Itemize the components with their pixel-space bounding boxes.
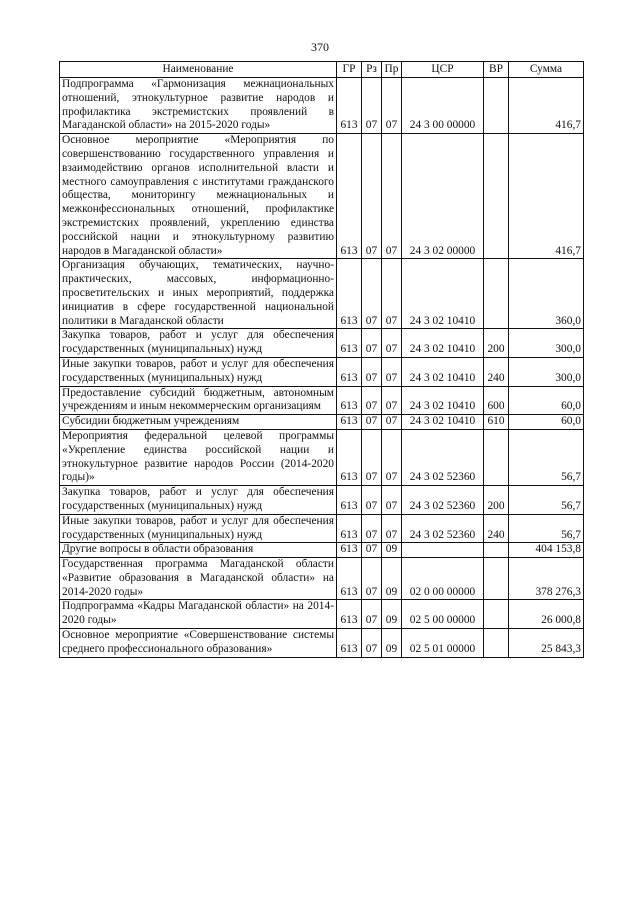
row-name-cell: Закупка товаров, работ и услуг для обеспечения государственных (муниципальных) нужд xyxy=(60,329,337,358)
row-pr-cell: 07 xyxy=(382,415,402,430)
row-name-cell: Основное мероприятие «Совершенствование системы среднего профессионального образования» xyxy=(60,629,337,658)
row-sum-cell: 416,7 xyxy=(509,78,584,134)
row-vr-cell: 200 xyxy=(484,329,509,358)
row-rz-cell: 07 xyxy=(362,558,382,600)
table-row xyxy=(60,486,584,515)
row-rz-cell: 07 xyxy=(362,78,382,134)
row-csr-cell: 24 3 02 00000 xyxy=(402,134,484,259)
row-rz-cell: 07 xyxy=(362,386,382,415)
row-sum-cell: 56,7 xyxy=(509,514,584,543)
row-name-cell: Подпрограмма «Гармонизация межнациональных отношений, этнокультурное развитие народов и профилактика экстремистских проявлений в Магаданской области» на 2015-2020 годы» xyxy=(60,78,337,134)
row-gr-cell: 613 xyxy=(337,357,362,386)
row-sum-cell: 60,0 xyxy=(509,415,584,430)
row-pr-cell: 09 xyxy=(382,558,402,600)
row-sum-cell: 26 000,8 xyxy=(509,600,584,629)
table-row xyxy=(60,329,584,358)
row-name-cell: Закупка товаров, работ и услуг для обеспечения государственных (муниципальных) нужд xyxy=(60,486,337,515)
row-sum-cell: 25 843,3 xyxy=(509,629,584,658)
row-gr-cell: 613 xyxy=(337,600,362,629)
row-vr-cell: 610 xyxy=(484,415,509,430)
row-csr-cell: 02 0 00 00000 xyxy=(402,558,484,600)
row-gr-cell: 613 xyxy=(337,429,362,485)
row-vr-cell: 240 xyxy=(484,514,509,543)
row-name-cell: Государственная программа Магаданской области «Развитие образования в Магаданской области» на 2014-2020 годы» xyxy=(60,558,337,600)
row-gr-cell: 613 xyxy=(337,514,362,543)
row-rz-cell: 07 xyxy=(362,259,382,329)
row-gr-cell: 613 xyxy=(337,543,362,558)
row-pr-cell: 09 xyxy=(382,629,402,658)
row-name-cell: Основное мероприятие «Мероприятия по совершенствованию государственного управления и взаимодействию органов исполнительной власти и местного самоуправления с институтами гражданского общества, мониторингу межнациональных и межконфессиональных отношений, профилактике экстремистских проявлений, укреплению единства российской нации и этнокультурному развитию народов в Магаданской области» xyxy=(60,134,337,259)
row-pr-cell: 07 xyxy=(382,259,402,329)
header-name: Наименование xyxy=(60,62,337,78)
row-name-cell: Другие вопросы в области образования xyxy=(60,543,337,558)
row-pr-cell: 07 xyxy=(382,429,402,485)
row-rz-cell: 07 xyxy=(362,415,382,430)
row-gr-cell: 613 xyxy=(337,486,362,515)
header-sum: Сумма xyxy=(509,62,584,78)
row-gr-cell: 613 xyxy=(337,558,362,600)
table-row xyxy=(60,514,584,543)
row-rz-cell: 07 xyxy=(362,629,382,658)
table-row xyxy=(60,415,584,430)
row-csr-cell: 02 5 01 00000 xyxy=(402,629,484,658)
row-csr-cell xyxy=(402,543,484,558)
row-csr-cell: 24 3 00 00000 xyxy=(402,78,484,134)
row-csr-cell: 24 3 02 10410 xyxy=(402,357,484,386)
row-vr-cell xyxy=(484,134,509,259)
row-rz-cell: 07 xyxy=(362,134,382,259)
table-row xyxy=(60,629,584,658)
table-row xyxy=(60,259,584,329)
row-name-cell: Подпрограмма «Кадры Магаданской области» на 2014-2020 годы» xyxy=(60,600,337,629)
row-gr-cell: 613 xyxy=(337,415,362,430)
row-sum-cell: 56,7 xyxy=(509,429,584,485)
row-sum-cell: 300,0 xyxy=(509,329,584,358)
row-gr-cell: 613 xyxy=(337,329,362,358)
row-pr-cell: 07 xyxy=(382,486,402,515)
page-number: 370 xyxy=(311,40,329,54)
table-row xyxy=(60,386,584,415)
row-pr-cell: 07 xyxy=(382,514,402,543)
row-vr-cell: 240 xyxy=(484,357,509,386)
row-rz-cell: 07 xyxy=(362,543,382,558)
table-header-row xyxy=(60,62,584,78)
row-csr-cell: 24 3 02 52360 xyxy=(402,429,484,485)
row-vr-cell xyxy=(484,78,509,134)
row-rz-cell: 07 xyxy=(362,357,382,386)
row-vr-cell xyxy=(484,629,509,658)
row-csr-cell: 24 3 02 10410 xyxy=(402,415,484,430)
row-vr-cell: 200 xyxy=(484,486,509,515)
row-rz-cell: 07 xyxy=(362,514,382,543)
row-name-cell: Иные закупки товаров, работ и услуг для обеспечения государственных (муниципальных) нужд xyxy=(60,357,337,386)
row-pr-cell: 09 xyxy=(382,600,402,629)
row-gr-cell: 613 xyxy=(337,629,362,658)
table-row xyxy=(60,134,584,259)
row-sum-cell: 56,7 xyxy=(509,486,584,515)
header-gr: ГР xyxy=(337,62,362,78)
row-vr-cell xyxy=(484,259,509,329)
row-pr-cell: 07 xyxy=(382,134,402,259)
row-rz-cell: 07 xyxy=(362,429,382,485)
row-gr-cell: 613 xyxy=(337,78,362,134)
row-pr-cell: 07 xyxy=(382,78,402,134)
row-vr-cell xyxy=(484,543,509,558)
row-name-cell: Мероприятия федеральной целевой программы «Укрепление единства российской нации и этнокультурное развитие народов России (2014-2020 годы)» xyxy=(60,429,337,485)
row-pr-cell: 09 xyxy=(382,543,402,558)
row-csr-cell: 24 3 02 10410 xyxy=(402,386,484,415)
row-gr-cell: 613 xyxy=(337,259,362,329)
header-pr: Пр xyxy=(382,62,402,78)
row-pr-cell: 07 xyxy=(382,386,402,415)
row-csr-cell: 24 3 02 10410 xyxy=(402,329,484,358)
row-vr-cell xyxy=(484,429,509,485)
header-vr: ВР xyxy=(484,62,509,78)
row-vr-cell: 600 xyxy=(484,386,509,415)
table-row xyxy=(60,543,584,558)
table-body xyxy=(60,78,584,658)
row-sum-cell: 378 276,3 xyxy=(509,558,584,600)
row-rz-cell: 07 xyxy=(362,486,382,515)
row-sum-cell: 360,0 xyxy=(509,259,584,329)
row-rz-cell: 07 xyxy=(362,600,382,629)
row-sum-cell: 416,7 xyxy=(509,134,584,259)
row-sum-cell: 300,0 xyxy=(509,357,584,386)
table-row xyxy=(60,429,584,485)
row-csr-cell: 24 3 02 52360 xyxy=(402,514,484,543)
row-name-cell: Предоставление субсидий бюджетным, автономным учреждениям и иным некоммерческим организациям xyxy=(60,386,337,415)
row-name-cell: Организация обучающих, тематических, научно-практических, массовых, информационно-просветительских и иных мероприятий, поддержка инициатив в сфере государственной национальной политики в Магаданской области xyxy=(60,259,337,329)
table-row xyxy=(60,600,584,629)
row-csr-cell: 24 3 02 10410 xyxy=(402,259,484,329)
row-csr-cell: 24 3 02 52360 xyxy=(402,486,484,515)
budget-table xyxy=(59,61,584,658)
row-rz-cell: 07 xyxy=(362,329,382,358)
table-row xyxy=(60,78,584,134)
row-vr-cell xyxy=(484,558,509,600)
row-vr-cell xyxy=(484,600,509,629)
row-name-cell: Субсидии бюджетным учреждениям xyxy=(60,415,337,430)
header-rz: Рз xyxy=(362,62,382,78)
row-gr-cell: 613 xyxy=(337,134,362,259)
header-csr: ЦСР xyxy=(402,62,484,78)
row-name-cell: Иные закупки товаров, работ и услуг для обеспечения государственных (муниципальных) нужд xyxy=(60,514,337,543)
row-sum-cell: 404 153,8 xyxy=(509,543,584,558)
row-csr-cell: 02 5 00 00000 xyxy=(402,600,484,629)
table-row xyxy=(60,558,584,600)
row-sum-cell: 60,0 xyxy=(509,386,584,415)
row-pr-cell: 07 xyxy=(382,329,402,358)
row-gr-cell: 613 xyxy=(337,386,362,415)
table-row xyxy=(60,357,584,386)
row-pr-cell: 07 xyxy=(382,357,402,386)
